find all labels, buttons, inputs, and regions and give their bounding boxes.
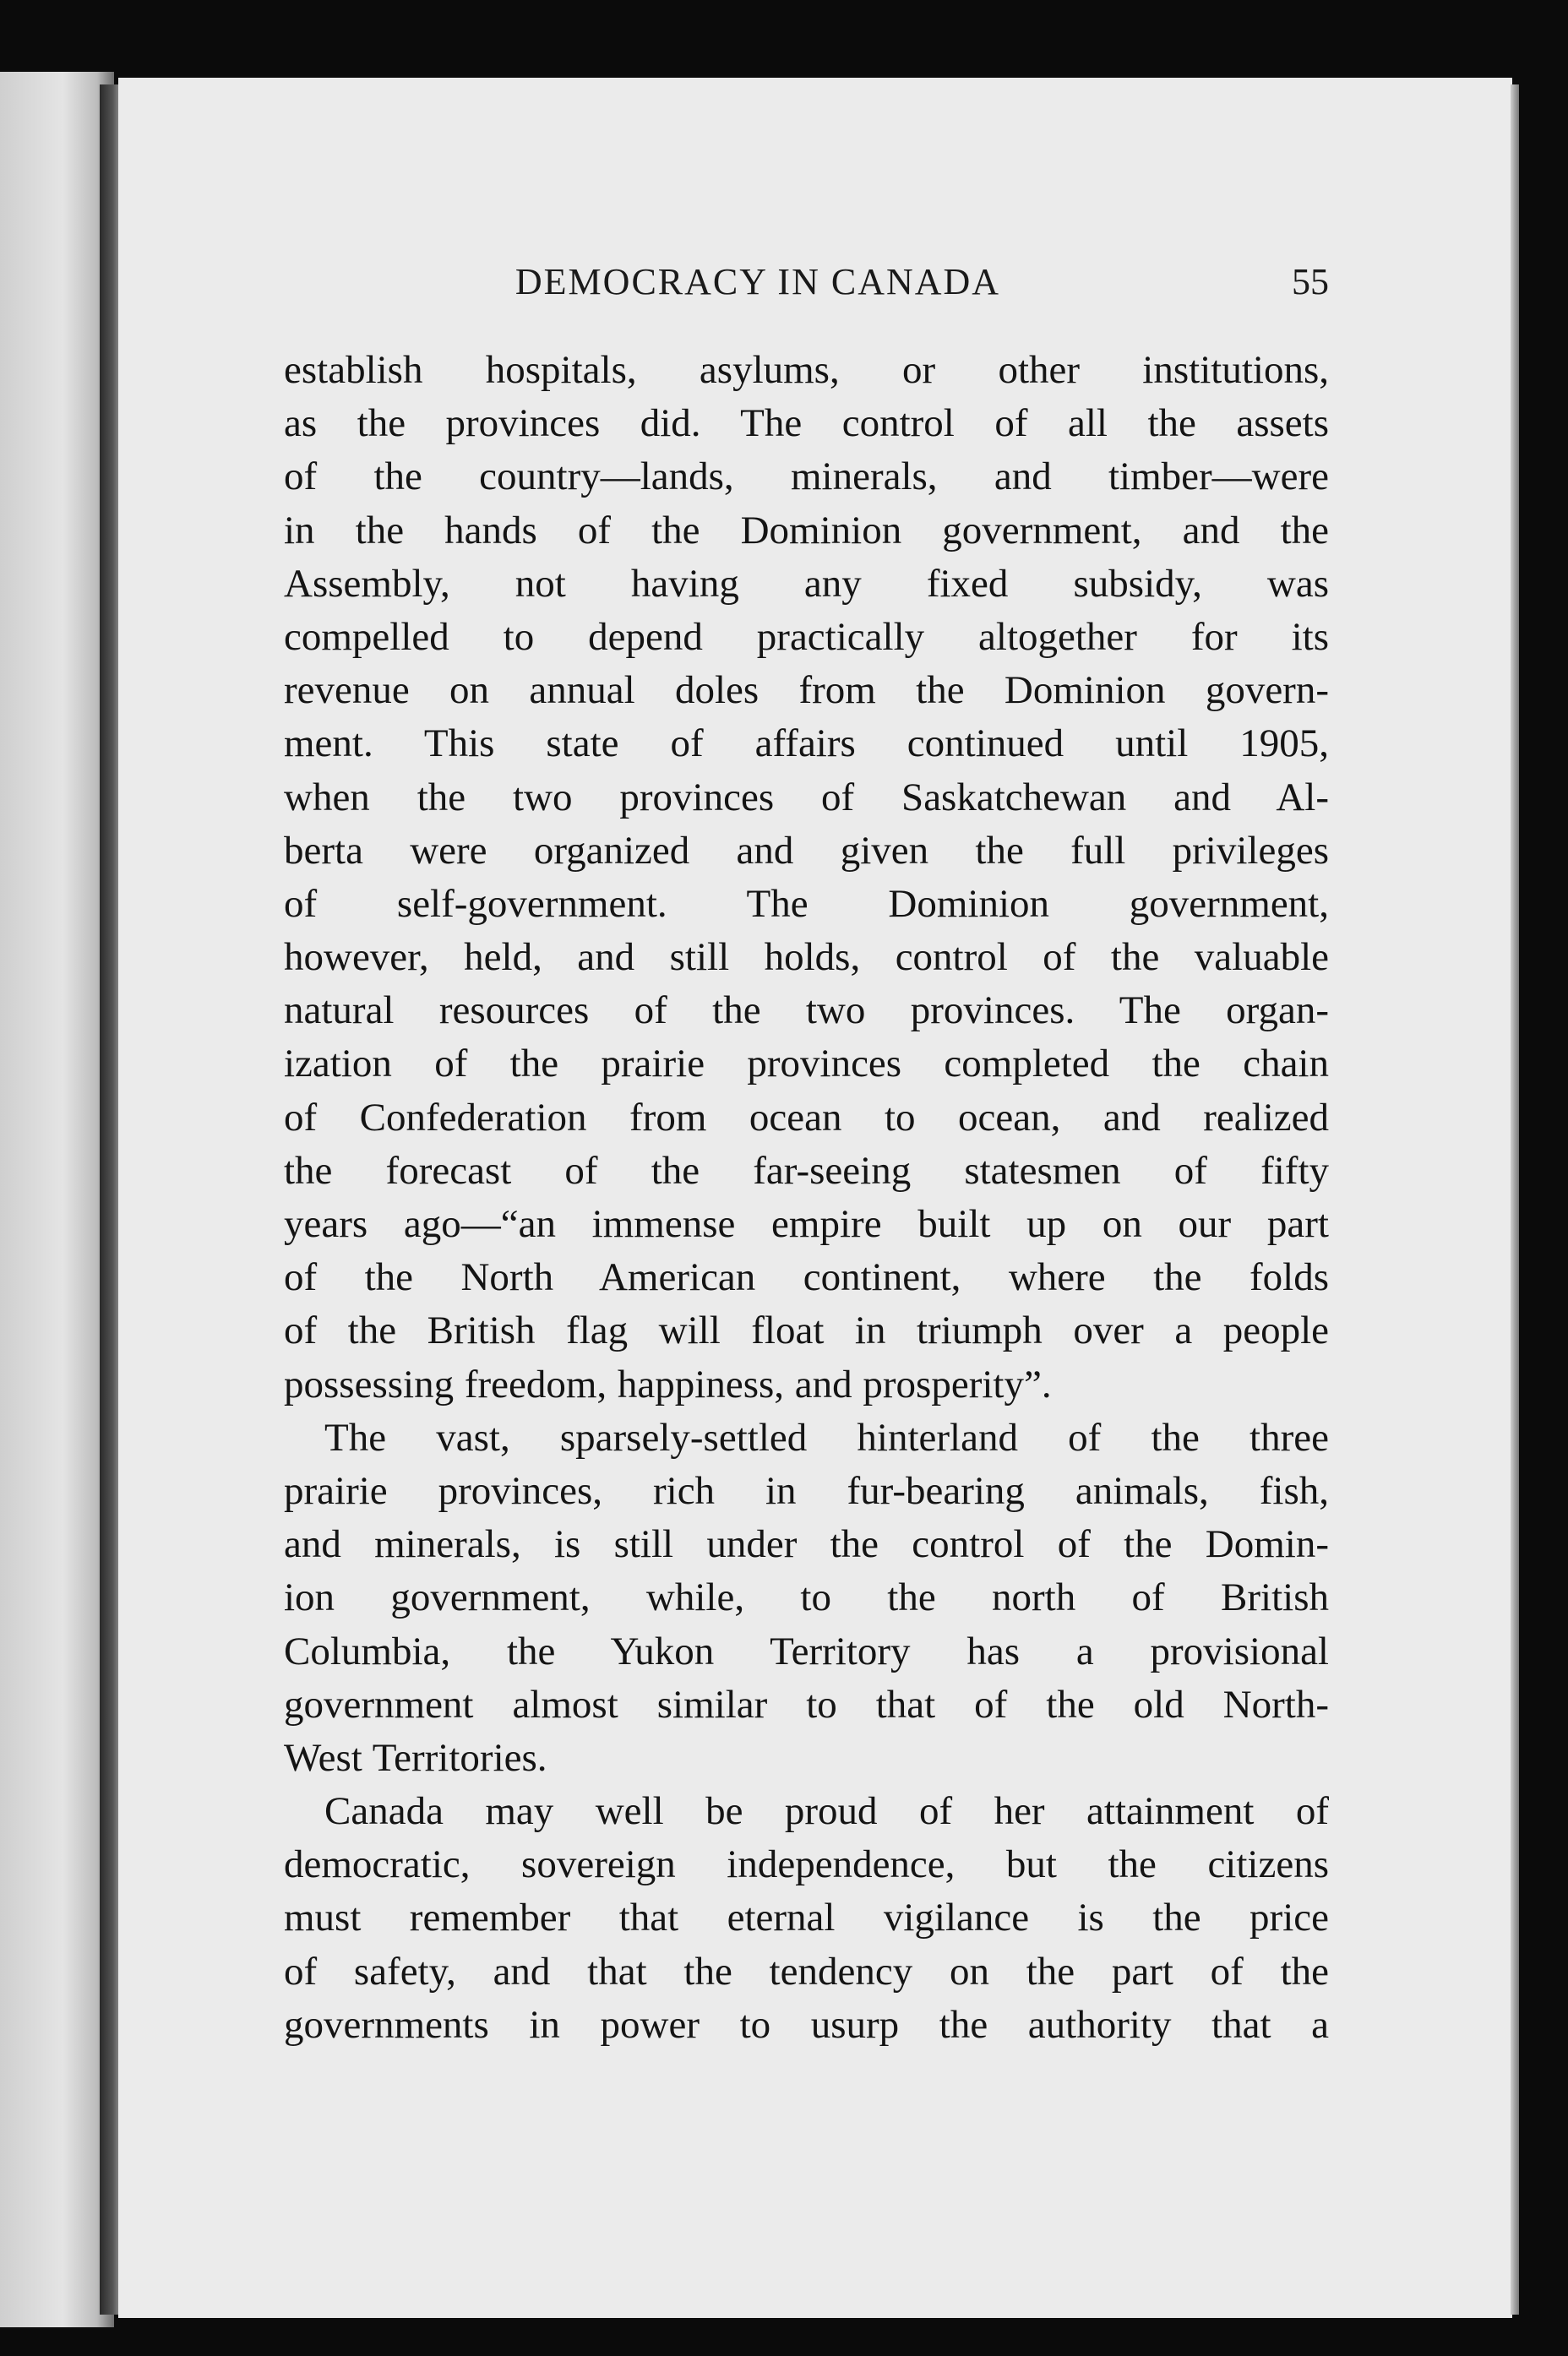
running-head	[284, 260, 1329, 311]
text-line: Assembly, not having any fixed subsidy, was	[284, 561, 1329, 606]
paragraph-start-line: Canada may well be proud of her attainment of	[324, 1789, 1329, 1834]
text-line: of Confederation from ocean to ocean, and realized	[284, 1095, 1329, 1140]
text-line: however, held, and still holds, control of the valuable	[284, 935, 1329, 980]
text-line: governments in power to usurp the authority that a	[284, 2002, 1329, 2047]
text-line: government almost similar to that of the old North-	[284, 1682, 1329, 1727]
paragraph-end-line: West Territories.	[284, 1735, 547, 1780]
text-line: of the British flag will float in triumph over a people	[284, 1309, 1329, 1353]
text-line: of the country—lands, minerals, and timber—were	[284, 454, 1329, 499]
paragraph-start-line: The vast, sparsely-settled hinterland of the three	[324, 1415, 1329, 1460]
text-line: Columbia, the Yukon Territory has a provisional	[284, 1629, 1329, 1673]
text-line: natural resources of the two provinces. The organ-	[284, 988, 1329, 1033]
text-line: ment. This state of affairs continued until 1905,	[284, 721, 1329, 766]
text-line: of safety, and that the tendency on the part of the	[284, 1949, 1329, 1994]
text-line: years ago—“an immense empire built up on our part	[284, 1202, 1329, 1246]
text-line: when the two provinces of Saskatchewan and Al-	[284, 775, 1329, 819]
text-line: in the hands of the Dominion government, and the	[284, 508, 1329, 552]
left-page-edge	[0, 72, 114, 2327]
text-line: democratic, sovereign independence, but the citizens	[284, 1842, 1329, 1887]
text-line: ion government, while, to the north of British	[284, 1575, 1329, 1620]
paragraph-end-line: possessing freedom, happiness, and prosperity”.	[284, 1362, 1052, 1407]
page-number: 55	[1292, 261, 1329, 302]
text-line: of self-government. The Dominion government,	[284, 881, 1329, 926]
text-line: compelled to depend practically altogether for its	[284, 614, 1329, 659]
text-line: prairie provinces, rich in fur-bearing animals, fish,	[284, 1468, 1329, 1513]
page-right-edge	[1511, 84, 1519, 2315]
text-line: ization of the prairie provinces completed the chain	[284, 1042, 1329, 1086]
text-line: must remember that eternal vigilance is the price	[284, 1896, 1329, 1940]
text-line: revenue on annual doles from the Dominion govern-	[284, 668, 1329, 713]
text-line: and minerals, is still under the control of the Domin-	[284, 1522, 1329, 1567]
body-text	[284, 344, 1329, 2052]
text-line: establish hospitals, asylums, or other institutions,	[284, 348, 1329, 392]
text-line: the forecast of the far-seeing statesmen of fifty	[284, 1148, 1329, 1193]
text-line: berta were organized and given the full privileges	[284, 828, 1329, 873]
running-title: DEMOCRACY IN CANADA	[514, 261, 1001, 302]
text-line: as the provinces did. The control of all the assets	[284, 401, 1329, 446]
text-line: of the North American continent, where the folds	[284, 1255, 1329, 1300]
